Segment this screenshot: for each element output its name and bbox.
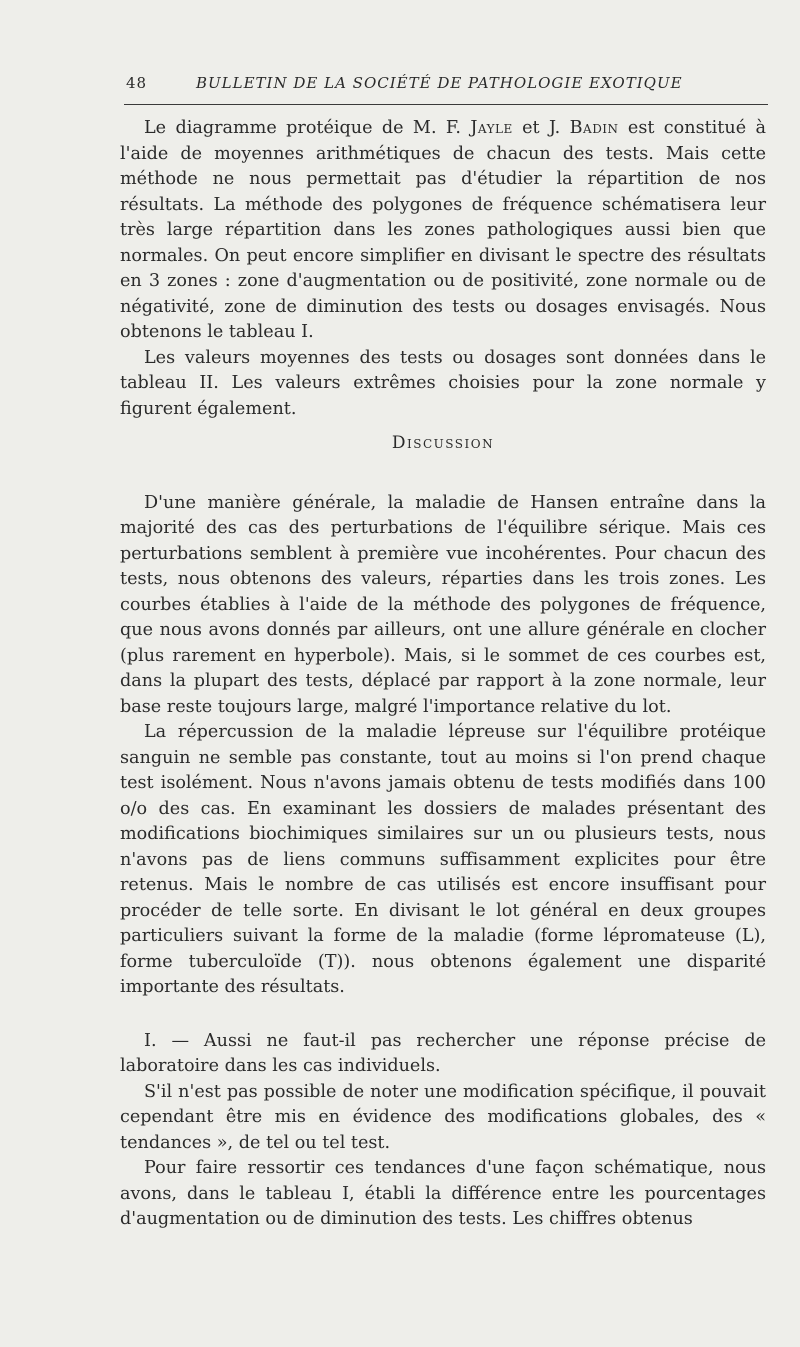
paragraph-1: [120, 116, 766, 346]
author-name: Jayle: [470, 118, 513, 138]
paragraph-7: Pour faire ressortir ces tendances d'une façon schématique, nous avons, dans le tableau I, établi la différence entre les pourcentages d'augmentation ou de diminution des tests. Les chiffres obtenus: [120, 1158, 766, 1229]
paragraph-4: La répercussion de la maladie lépreuse sur l'équilibre protéique sanguin ne semble pas constante, tout au moins si l'on prend chaque test isolément. Nous n'avons jamais obtenu de tests modifiés dans 100 o/o des cas. En examinant les dossiers de malades présentant des modifications biochimiques similaires sur un ou plusieurs tests, nous n'avons pas de liens communs suffisamment explicites pour être retenus. Mais le nombre de cas utilisés est encore insuffisant pour procéder de telle sorte. En divisant le lot général en deux groupes particuliers suivant la forme de la maladie (forme lépromateuse (L), forme tuberculoïde (T)). nous obtenons également une disparité importante des résultats.: [120, 722, 766, 997]
running-head: [126, 74, 766, 92]
paragraph-1-end: est constitué à l'aide de moyennes arithmétiques de chacun des tests. Mais cette méthode ne nous permettait pas d'étudier la répartition de nos résultats. La méthode des polygones de fréquence schématisera leur très large répartition dans les zones pathologiques aussi bien que normales. On peut encore simplifier en divisant le spectre des résultats en 3 zones : zone d'augmentation ou de positivité, zone normale ou de négativité, zone de diminution des tests ou dosages envisagés. Nous obtenons le tableau I.: [120, 118, 766, 342]
journal-title: BULLETIN DE LA SOCIÉTÉ DE PATHOLOGIE EXOTIQUE: [196, 74, 683, 92]
paragraph-3: D'une manière générale, la maladie de Hansen entraîne dans la majorité des cas des perturbations de l'équilibre sérique. Mais ces perturbations semblent à première vue incohérentes. Pour chacun des tests, nous obtenons des valeurs, réparties dans les trois zones. Les courbes établies à l'aide de la méthode des polygones de fréquence, que nous avons donnés par ailleurs, ont une allure générale en clocher (plus rarement en hyperbole). Mais, si le sommet de ces courbes est, dans la plupart des tests, déplacé par rapport à la zone normale, leur base reste toujours large, malgré l'importance relative du lot.: [120, 492, 766, 717]
header-rule: [124, 104, 768, 105]
paragraph-5: I. — Aussi ne faut-il pas rechercher une réponse précise de laboratoire dans les cas individuels.: [120, 1030, 766, 1076]
paragraph-1-mid: et J.: [512, 118, 570, 138]
body-text: [120, 116, 766, 1233]
paragraph-1-start: Le diagramme protéique de M. F.: [144, 118, 471, 138]
paragraph-2: Les valeurs moyennes des tests ou dosages sont données dans le tableau II. Les valeurs extrêmes choisies pour la zone normale y figurent également.: [120, 347, 766, 419]
page-number: 48: [126, 74, 148, 92]
paragraph-6: S'il n'est pas possible de noter une modification spécifique, il pouvait cependant être mis en évidence des modifications globales, des « tendances », de tel ou tel test.: [120, 1081, 766, 1153]
section-heading: Discussion: [391, 433, 495, 453]
author-name: Badin: [569, 118, 619, 138]
